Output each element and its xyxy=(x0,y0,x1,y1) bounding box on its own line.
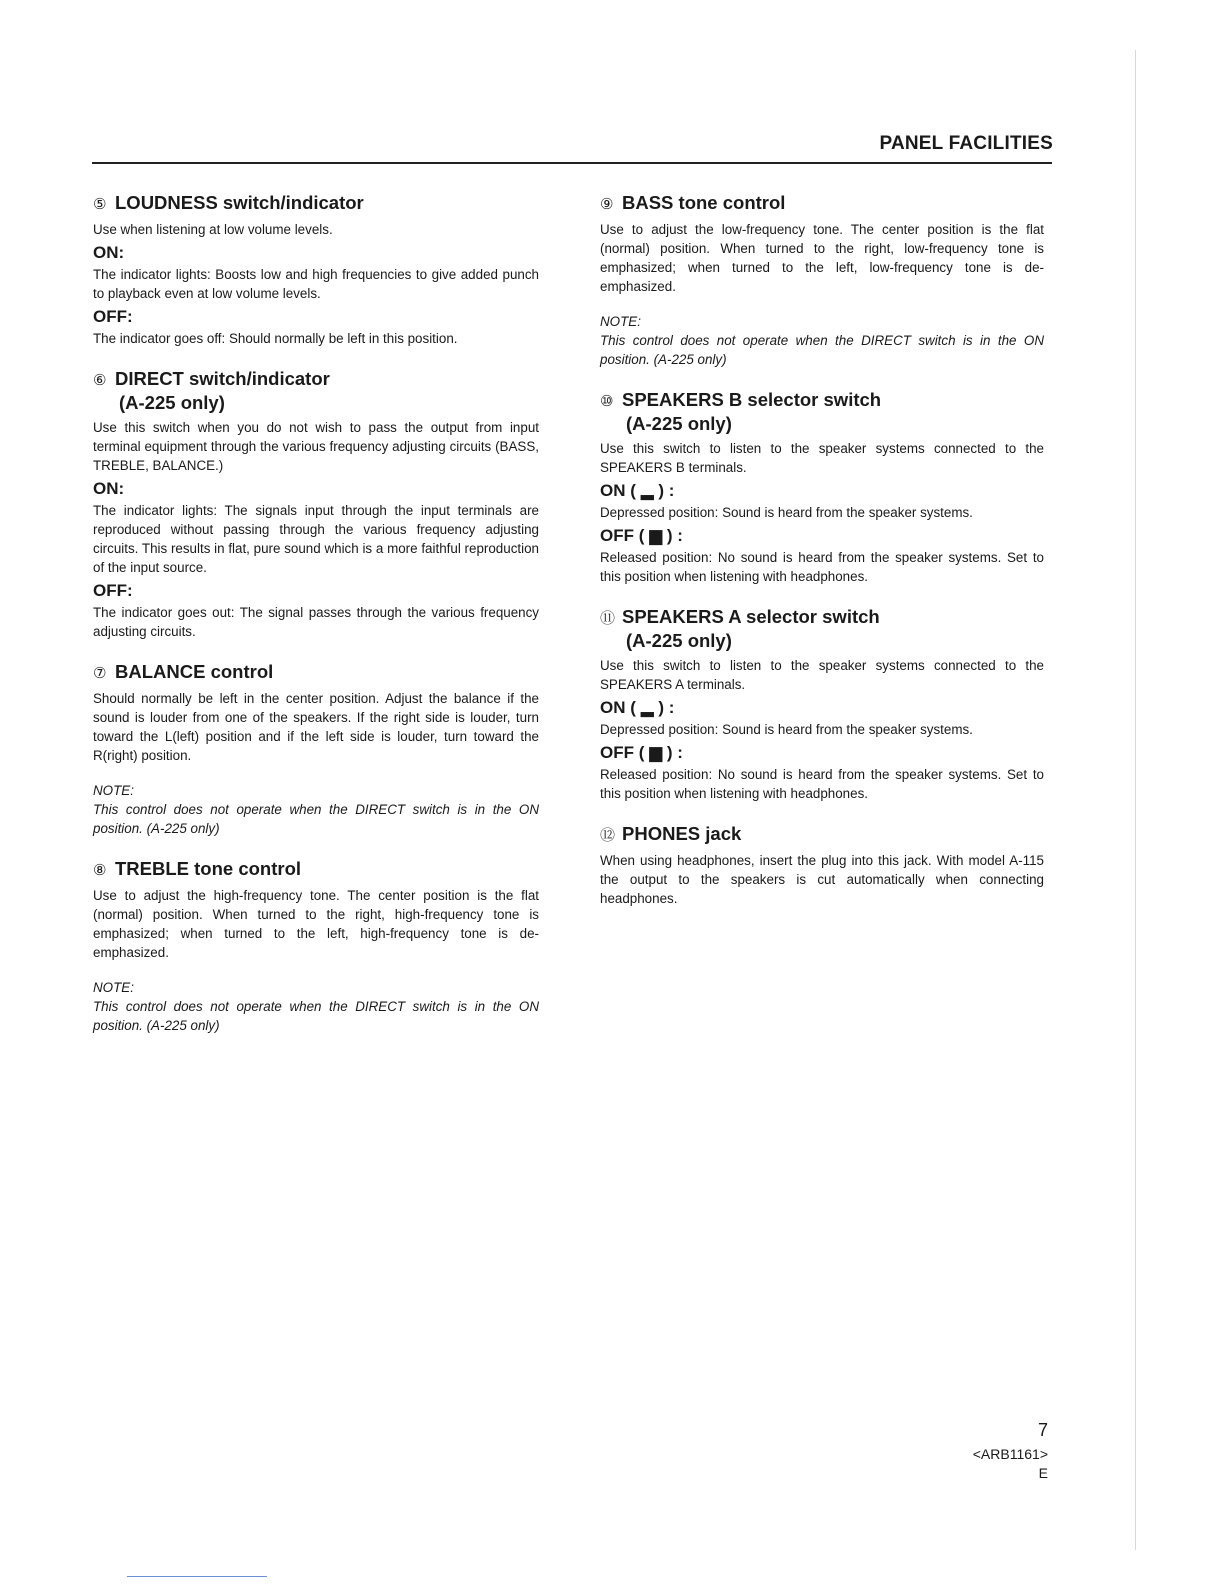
section-bass xyxy=(600,192,1044,369)
note-text: This control does not operate when the DIRECT switch is in the ON position. (A-225 only) xyxy=(600,333,1044,367)
section-heading: SPEAKERS A selector switch xyxy=(622,606,880,627)
page-header-title: PANEL FACILITIES xyxy=(879,133,1053,154)
note-text: This control does not operate when the DIRECT switch is in the ON position. (A-225 only) xyxy=(93,999,539,1033)
section-subtitle: (A-225 only) xyxy=(626,413,732,434)
right-column xyxy=(600,192,1044,928)
section-heading: PHONES jack xyxy=(622,823,742,844)
item-number: ⑨ xyxy=(600,196,614,213)
section-subtitle: (A-225 only) xyxy=(119,392,225,413)
document-code: <ARB1161> xyxy=(972,1446,1048,1462)
on-description: The indicator lights: The signals input through the input terminals are reproduced without passing through the various frequency adjusting circuits. This results in flat, pure sound which is a more faithful reproduction of the input source. xyxy=(93,503,539,575)
item-number: ⑤ xyxy=(93,196,107,213)
section-title xyxy=(600,389,1044,435)
section-intro: Use when listening at low volume levels. xyxy=(93,222,333,237)
section-heading: SPEAKERS B selector switch xyxy=(622,389,882,410)
on-description: Depressed position: Sound is heard from the speaker systems. xyxy=(600,722,973,737)
section-phones xyxy=(600,823,1044,908)
section-heading: BALANCE control xyxy=(115,661,274,682)
section-intro: Use this switch to listen to the speaker systems connected to the SPEAKERS A terminals. xyxy=(600,658,1044,692)
off-label: OFF: xyxy=(93,581,133,600)
off-label: OFF ( ▆ ) : xyxy=(600,526,683,545)
scan-edge-line xyxy=(127,1576,267,1577)
section-speakers-b xyxy=(600,389,1044,586)
on-description: The indicator lights: Boosts low and high frequencies to give added punch to playback even at low volume levels. xyxy=(93,267,539,301)
off-description: Released position: No sound is heard from the speaker systems. Set to this position when listening with headphones. xyxy=(600,550,1044,584)
off-label: OFF: xyxy=(93,307,133,326)
section-title xyxy=(93,858,539,882)
item-number: ⑫ xyxy=(600,827,616,844)
section-intro: Use to adjust the low-frequency tone. The center position is the flat (normal) position. When turned to the right, low-frequency tone is emphasized; when turned to the left, low-frequency tone is de-emphasized. xyxy=(600,222,1044,294)
section-heading: BASS tone control xyxy=(622,192,786,213)
item-number: ⑧ xyxy=(93,862,107,879)
on-label: ON ( ▂ ) : xyxy=(600,481,675,500)
note-label: NOTE: xyxy=(93,980,134,995)
item-number: ⑩ xyxy=(600,393,614,410)
section-intro: Use to adjust the high-frequency tone. The center position is the flat (normal) position. When turned to the right, high-frequency tone is emphasized; when turned to the left, high-frequency tone is de-emphasized. xyxy=(93,888,539,960)
language-code: E xyxy=(1038,1465,1048,1481)
section-title xyxy=(93,368,539,414)
on-label: ON: xyxy=(93,243,125,262)
item-number: ⑦ xyxy=(93,665,107,682)
off-label: OFF ( ▆ ) : xyxy=(600,743,683,762)
section-intro: When using headphones, insert the plug into this jack. With model A-115 the output to the speakers is cut automatically when connecting headphones. xyxy=(600,853,1044,906)
section-balance xyxy=(93,661,539,838)
on-description: Depressed position: Sound is heard from the speaker systems. xyxy=(600,505,973,520)
section-title xyxy=(93,192,539,216)
item-number: ⑪ xyxy=(600,610,616,627)
section-loudness xyxy=(93,192,539,348)
section-title xyxy=(600,606,1044,652)
left-column xyxy=(93,192,539,1055)
item-number: ⑥ xyxy=(93,372,107,389)
header-rule xyxy=(92,162,1052,164)
section-heading: DIRECT switch/indicator xyxy=(115,368,330,389)
scan-margin-line xyxy=(1135,50,1136,1550)
section-title xyxy=(600,192,1044,216)
section-intro: Use this switch to listen to the speaker systems connected to the SPEAKERS B terminals. xyxy=(600,441,1044,475)
note-label: NOTE: xyxy=(600,314,641,329)
section-speakers-a xyxy=(600,606,1044,803)
section-direct xyxy=(93,368,539,641)
note-label: NOTE: xyxy=(93,783,134,798)
section-treble xyxy=(93,858,539,1035)
off-description: Released position: No sound is heard from the speaker systems. Set to this position when listening with headphones. xyxy=(600,767,1044,801)
section-subtitle: (A-225 only) xyxy=(626,630,732,651)
section-heading: TREBLE tone control xyxy=(115,858,302,879)
note-text: This control does not operate when the DIRECT switch is in the ON position. (A-225 only) xyxy=(93,802,539,836)
off-description: The indicator goes out: The signal passes through the various frequency adjusting circuits. xyxy=(93,605,539,639)
off-description: The indicator goes off: Should normally be left in this position. xyxy=(93,331,458,346)
page-number: 7 xyxy=(1037,1420,1048,1440)
section-intro: Should normally be left in the center position. Adjust the balance if the sound is louder from one of the speakers. If the right side is louder, turn toward the L(left) position and if the left side is louder, turn toward the R(right) position. xyxy=(93,691,539,763)
section-title xyxy=(600,823,1044,847)
on-label: ON: xyxy=(93,479,125,498)
section-intro: Use this switch when you do not wish to pass the output from input terminal equipment through the various frequency adjusting circuits (BASS, TREBLE, BALANCE.) xyxy=(93,420,539,473)
section-title xyxy=(93,661,539,685)
section-heading: LOUDNESS switch/indicator xyxy=(115,192,364,213)
on-label: ON ( ▂ ) : xyxy=(600,698,675,717)
